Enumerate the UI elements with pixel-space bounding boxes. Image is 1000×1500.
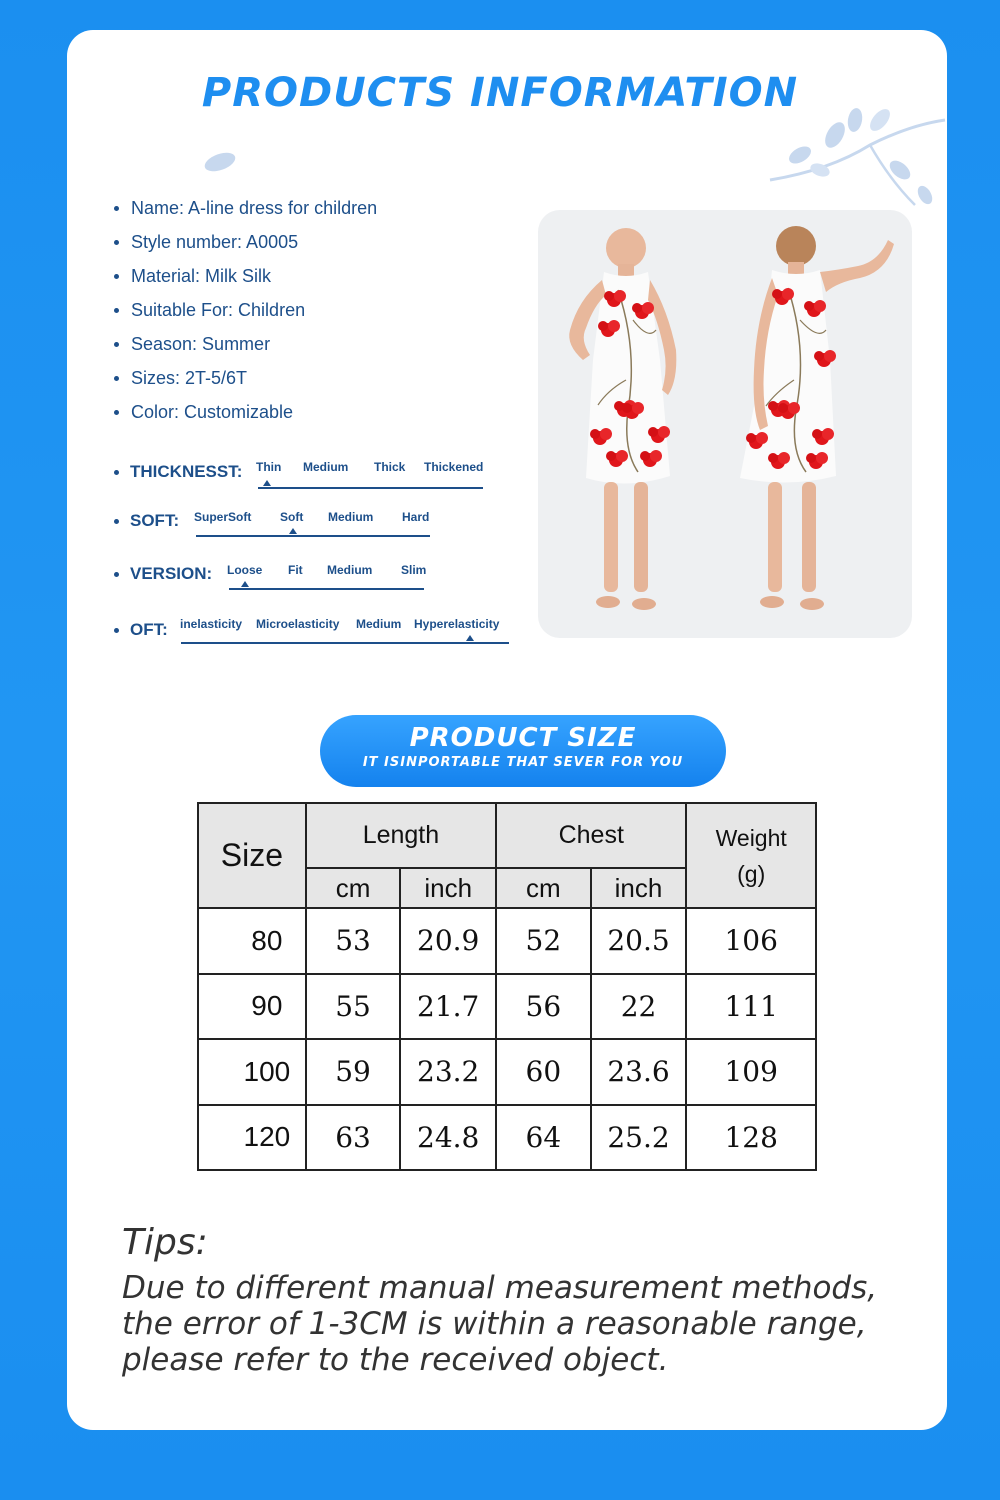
tips-text xyxy=(122,1270,922,1378)
info-sizes: Sizes: 2T-5/6T xyxy=(112,366,377,400)
cell-chest-inch: 20.5 xyxy=(591,908,687,974)
soft-option: Medium xyxy=(328,510,374,524)
product-size-banner xyxy=(320,715,726,787)
product-photo xyxy=(538,210,912,638)
cell-size: 80 xyxy=(198,908,306,974)
header-weight-label: Weight xyxy=(715,824,787,851)
cell-chest-inch: 23.6 xyxy=(591,1039,687,1105)
cell-length-cm: 59 xyxy=(306,1039,401,1105)
thickness-scale-line xyxy=(258,487,483,489)
cell-chest-inch: 22 xyxy=(591,974,687,1040)
header-length-inch: inch xyxy=(400,868,496,908)
header-chest-inch: inch xyxy=(591,868,687,908)
header-chest-cm: cm xyxy=(496,868,591,908)
version-option: Medium xyxy=(327,563,373,577)
cell-chest-cm: 52 xyxy=(496,908,591,974)
leaf-branch-decoration xyxy=(760,100,950,220)
version-label: VERSION: xyxy=(112,564,212,584)
version-option: Loose xyxy=(227,563,263,577)
oft-option: Microelasticity xyxy=(256,617,340,631)
cell-size: 90 xyxy=(198,974,306,1040)
header-weight-unit: (g) xyxy=(737,860,766,887)
cell-size: 100 xyxy=(198,1039,306,1105)
info-suitable-for: Suitable For: Children xyxy=(112,298,377,332)
info-season: Season: Summer xyxy=(112,332,377,366)
version-option: Slim xyxy=(401,563,427,577)
thickness-option: Medium xyxy=(303,460,349,474)
version-selected-marker xyxy=(241,581,249,587)
cell-length-cm: 63 xyxy=(306,1105,401,1171)
oft-option: Hyperelasticity xyxy=(414,617,500,631)
tips-line: Due to different manual measurement methods, xyxy=(122,1270,878,1306)
thickness-option: Thickened xyxy=(424,460,484,474)
cell-chest-cm: 60 xyxy=(496,1039,591,1105)
table-row xyxy=(198,974,816,1040)
soft-label: SOFT: xyxy=(112,511,179,531)
table-row xyxy=(198,1105,816,1171)
cell-chest-cm: 64 xyxy=(496,1105,591,1171)
page-title: PRODUCTS INFORMATION xyxy=(201,70,799,116)
cell-length-inch: 24.8 xyxy=(400,1105,496,1171)
soft-option: SuperSoft xyxy=(194,510,252,524)
cell-length-inch: 21.7 xyxy=(400,974,496,1040)
tips-line: please refer to the received object. xyxy=(122,1342,669,1378)
header-length: Length xyxy=(306,803,496,868)
info-style-number: Style number: A0005 xyxy=(112,230,377,264)
product-size-title: PRODUCT SIZE xyxy=(409,723,637,753)
info-color: Color: Customizable xyxy=(112,400,377,434)
version-scale-line xyxy=(229,588,424,590)
oft-scale-line xyxy=(181,642,509,644)
cell-weight: 128 xyxy=(686,1105,816,1171)
info-material: Material: Milk Silk xyxy=(112,264,377,298)
cell-weight: 109 xyxy=(686,1039,816,1105)
table-row xyxy=(198,908,816,974)
thickness-label: THICKNESST: xyxy=(112,462,242,482)
size-table xyxy=(197,802,817,1171)
soft-selected-marker xyxy=(289,528,297,534)
version-option: Fit xyxy=(288,563,303,577)
header-length-cm: cm xyxy=(306,868,401,908)
oft-label: OFT: xyxy=(112,620,168,640)
small-leaf-decoration xyxy=(200,148,240,176)
tips-title: Tips: xyxy=(122,1222,208,1263)
tips-line: the error of 1-3CM is within a reasonable range, xyxy=(122,1306,867,1342)
thickness-selected-marker xyxy=(263,480,271,486)
header-size: Size xyxy=(198,803,306,908)
info-name: Name: A-line dress for children xyxy=(112,196,377,230)
oft-selected-marker xyxy=(466,635,474,641)
dress-illustration xyxy=(538,210,912,638)
oft-option: inelasticity xyxy=(180,617,243,631)
cell-size: 120 xyxy=(198,1105,306,1171)
thickness-option: Thin xyxy=(256,460,282,474)
oft-option: Medium xyxy=(356,617,402,631)
cell-length-cm: 53 xyxy=(306,908,401,974)
cell-chest-inch: 25.2 xyxy=(591,1105,687,1171)
table-row xyxy=(198,1039,816,1105)
cell-weight: 106 xyxy=(686,908,816,974)
product-size-subtitle: IT ISINPORTABLE THAT SEVER FOR YOU xyxy=(362,755,684,770)
cell-chest-cm: 56 xyxy=(496,974,591,1040)
product-info-list xyxy=(112,196,377,434)
cell-length-inch: 20.9 xyxy=(400,908,496,974)
header-chest: Chest xyxy=(496,803,686,868)
cell-length-inch: 23.2 xyxy=(400,1039,496,1105)
soft-scale-line xyxy=(196,535,430,537)
soft-option: Hard xyxy=(402,510,430,524)
header-weight xyxy=(686,803,816,908)
cell-length-cm: 55 xyxy=(306,974,401,1040)
cell-weight: 111 xyxy=(686,974,816,1040)
thickness-option: Thick xyxy=(374,460,406,474)
soft-option: Soft xyxy=(280,510,304,524)
